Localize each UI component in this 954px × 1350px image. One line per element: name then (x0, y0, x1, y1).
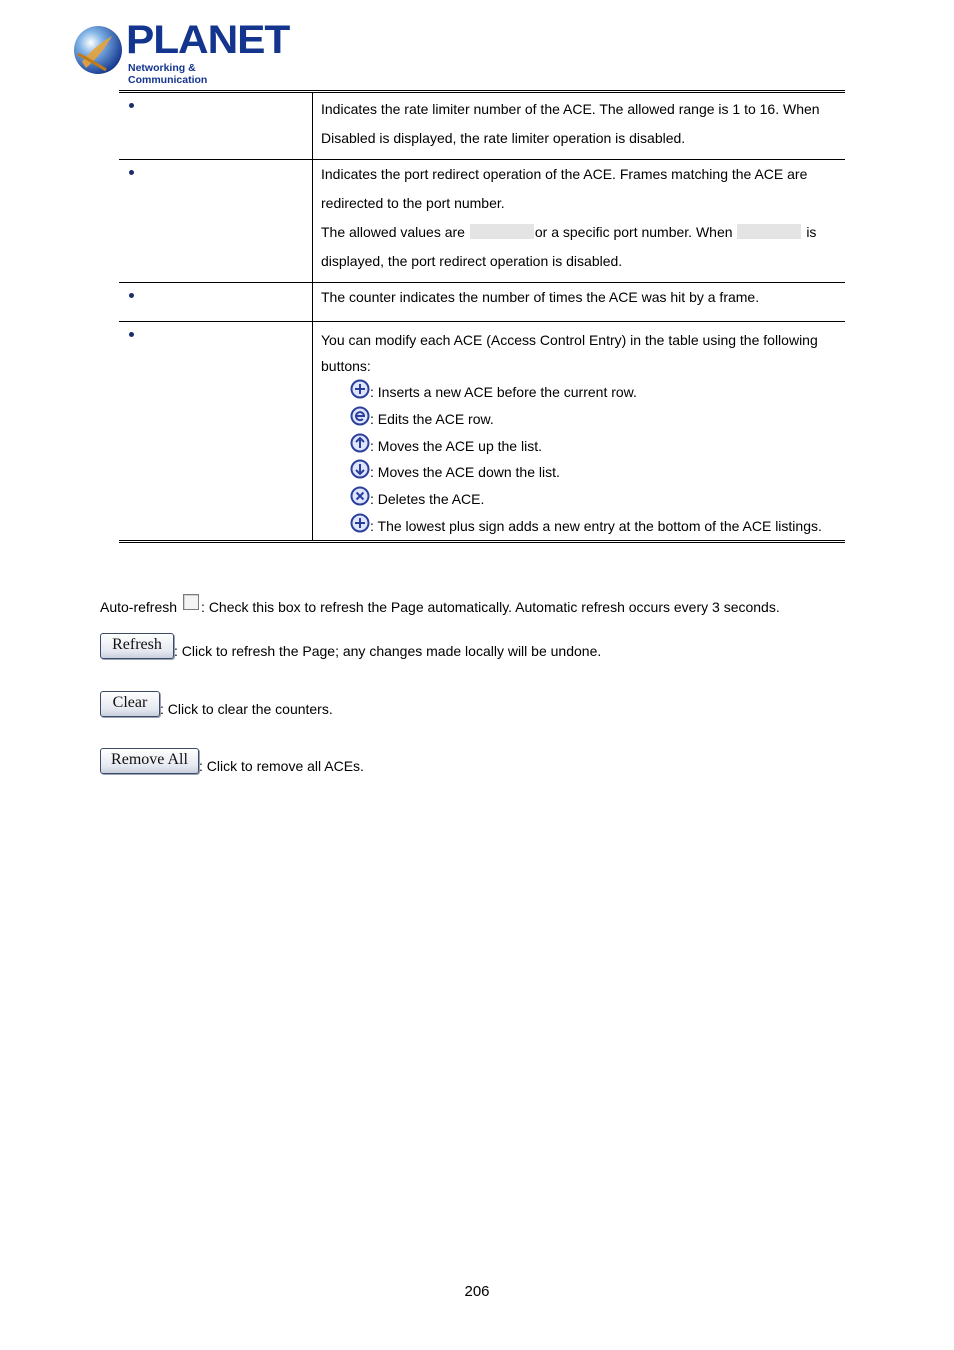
refresh-button[interactable]: Refresh (100, 633, 174, 659)
page-number: 206 (464, 1283, 490, 1300)
removeall-row (100, 748, 364, 774)
autorefresh-row (100, 594, 780, 615)
refresh-text: : Click to refresh the Page; any changes made locally will be undone. (174, 643, 602, 659)
description-cell (313, 92, 846, 160)
description-cell (313, 322, 846, 542)
bullet-icon (129, 103, 134, 108)
object-cell (119, 283, 313, 322)
planet-logo (72, 18, 290, 86)
logo-wordmark: PLANET (126, 18, 290, 62)
table-row (119, 322, 845, 542)
list-item: : The lowest plus sign adds a new entry at the bottom of the ACE listings. (350, 513, 839, 540)
parameter-table (119, 90, 845, 543)
plus-circle-icon (350, 379, 370, 399)
list-item: : Moves the ACE down the list. (350, 459, 839, 486)
up-arrow-circle-icon (350, 433, 370, 453)
globe-icon (72, 24, 124, 76)
bullet-icon (129, 332, 134, 337)
description-cell (313, 283, 846, 322)
plus-circle-icon (350, 513, 370, 533)
list-item: : Edits the ACE row. (350, 406, 839, 433)
list-item: : Moves the ACE up the list. (350, 433, 839, 460)
delete-circle-icon (350, 486, 370, 506)
button-legend-list (321, 379, 839, 540)
bullet-icon (129, 293, 134, 298)
logo-tagline: Networking & Communication (128, 62, 208, 86)
autorefresh-label: Auto-refresh (100, 599, 178, 615)
description-text: You can modify each ACE (Access Control Entry) in the table using the following buttons: (321, 332, 818, 374)
clear-text: : Click to clear the counters. (160, 701, 333, 717)
description-text: The counter indicates the number of times the ACE was hit by a frame. (321, 289, 760, 305)
removeall-text: : Click to remove all ACEs. (199, 758, 364, 774)
bullet-icon (129, 170, 134, 175)
object-cell (119, 322, 313, 542)
clear-row (100, 691, 333, 717)
redacted-value (737, 224, 801, 239)
clear-button[interactable]: Clear (100, 691, 160, 717)
autorefresh-text: : Check this box to refresh the Page automatically. Automatic refresh occurs every 3 seconds. (201, 599, 780, 615)
autorefresh-checkbox[interactable] (183, 594, 199, 610)
object-cell (119, 92, 313, 160)
edit-circle-icon (350, 406, 370, 426)
list-item: : Deletes the ACE. (350, 486, 839, 513)
list-item: : Inserts a new ACE before the current row. (350, 379, 839, 406)
description-text: Indicates the port redirect operation of the ACE. Frames matching the ACE are redirected to the port number. (321, 166, 808, 211)
object-cell (119, 160, 313, 283)
description-text: Indicates the rate limiter number of the ACE. The allowed range is 1 to 16. When Disabled is displayed, the rate limiter operation is disabled. (321, 101, 820, 146)
down-arrow-circle-icon (350, 459, 370, 479)
remove-all-button[interactable]: Remove All (100, 748, 199, 774)
table-row (119, 92, 845, 160)
refresh-row (100, 633, 601, 659)
table-row (119, 160, 845, 283)
table-row (119, 283, 845, 322)
description-cell (313, 160, 846, 283)
redacted-value (470, 224, 534, 239)
description-text-values: The allowed values are or a specific port number. When is displayed, the port redirect operation is disabled. (321, 224, 817, 269)
